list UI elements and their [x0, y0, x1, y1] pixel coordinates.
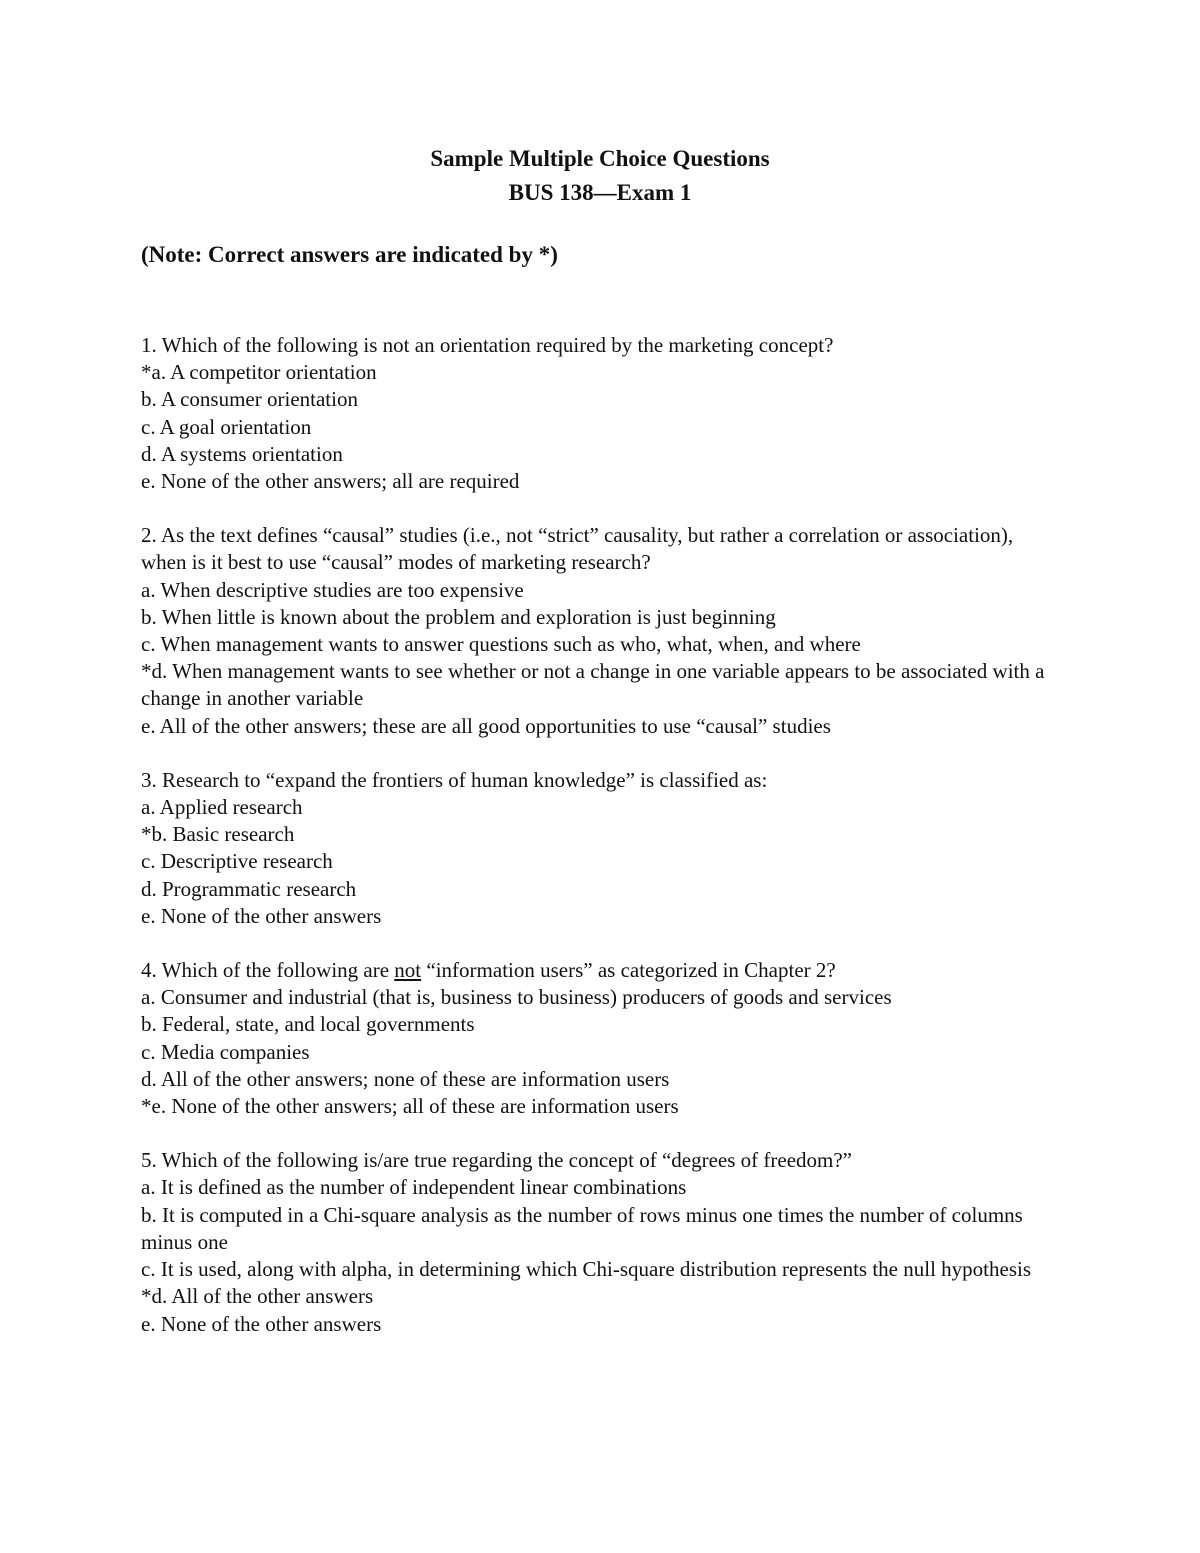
question-1	[141, 332, 1061, 495]
question-2	[141, 522, 1061, 740]
question-stem	[141, 957, 1061, 984]
answer-option: a. Consumer and industrial (that is, business to business) producers of goods and services	[141, 985, 892, 1010]
answer-option: d. Programmatic research	[141, 876, 357, 901]
answer-option: a. When descriptive studies are too expensive	[141, 577, 524, 602]
document-subtitle: BUS 138—Exam 1	[508, 180, 692, 205]
question-stem: 1. Which of the following is not an orientation required by the marketing concept?	[141, 333, 834, 357]
question-3	[141, 767, 1061, 930]
question-stem-emphasis: not	[394, 958, 422, 983]
answer-option: *d. When management wants to see whether or not a change in one variable appears to be associated with a change in another variable	[141, 659, 1045, 711]
answer-option: c. Descriptive research	[141, 849, 333, 874]
answer-option: c. A goal orientation	[141, 414, 312, 439]
question-list	[141, 332, 1061, 1365]
question-5	[141, 1147, 1061, 1337]
question-stem-start: 4. Which of the following are	[141, 958, 395, 983]
answer-option: e. None of the other answers	[141, 1311, 382, 1336]
question-4	[141, 957, 1061, 1120]
answer-option: d. All of the other answers; none of these are information users	[141, 1066, 670, 1091]
answer-option: *b. Basic research	[141, 822, 295, 847]
answer-key-note: (Note: Correct answers are indicated by *)	[141, 242, 558, 267]
answer-option: c. When management wants to answer questions such as who, what, when, and where	[141, 632, 861, 657]
answer-option: d. A systems orientation	[141, 441, 343, 466]
answer-option: b. A consumer orientation	[141, 387, 358, 412]
answer-option: *e. None of the other answers; all of these are information users	[141, 1094, 679, 1119]
answer-option: *d. All of the other answers	[141, 1284, 374, 1309]
answer-option: b. Federal, state, and local governments	[141, 1012, 475, 1037]
document-title: Sample Multiple Choice Questions	[430, 146, 770, 171]
answer-option: a. It is defined as the number of independent linear combinations	[141, 1175, 687, 1200]
answer-option: *a. A competitor orientation	[141, 360, 377, 385]
question-stem-end: “information users” as categorized in Chapter 2?	[421, 958, 836, 983]
answer-option: c. Media companies	[141, 1039, 310, 1064]
answer-option: e. None of the other answers; all are required	[141, 469, 520, 494]
answer-option: e. All of the other answers; these are all good opportunities to use “causal” studies	[141, 713, 831, 738]
question-stem: 3. Research to “expand the frontiers of human knowledge” is classified as:	[141, 767, 768, 792]
answer-option: e. None of the other answers	[141, 903, 382, 928]
answer-option: b. It is computed in a Chi-square analysis as the number of rows minus one times the number of columns minus one	[141, 1202, 1023, 1254]
question-stem: 5. Which of the following is/are true regarding the concept of “degrees of freedom?”	[141, 1148, 852, 1173]
question-stem: 2. As the text defines “causal” studies (i.e., not “strict” causality, but rather a correlation or association), when is it best to use “causal” modes of marketing research?	[141, 523, 1014, 575]
answer-option: c. It is used, along with alpha, in determining which Chi-square distribution represents the null hypothesis	[141, 1257, 1032, 1282]
answer-option: a. Applied research	[141, 795, 303, 820]
answer-option: b. When little is known about the problem and exploration is just beginning	[141, 604, 776, 629]
